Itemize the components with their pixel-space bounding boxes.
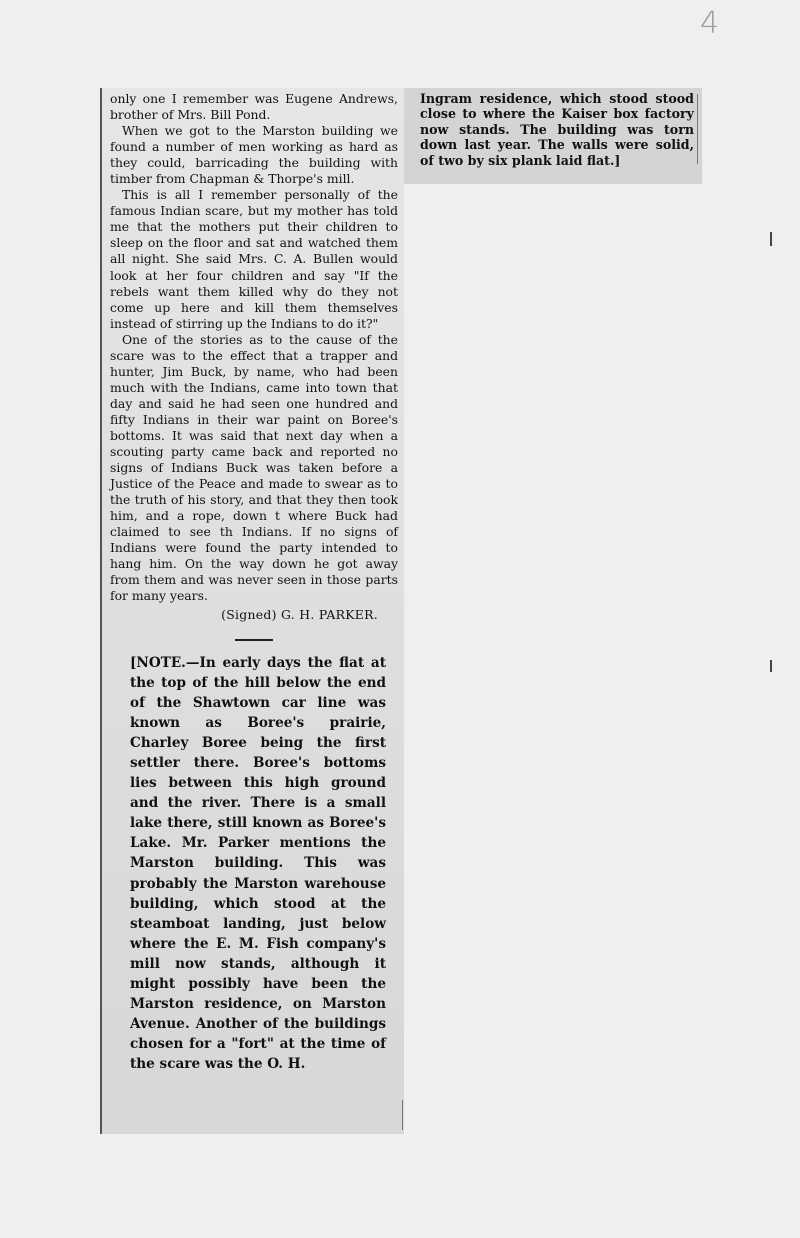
note-continuation: Ingram residence, which stood stood close to where the Kaiser box factory now stands. The building was torn down last year. The walls were solid, of two by six plank laid flat.] — [420, 91, 694, 168]
clipping-left-column — [100, 88, 404, 1134]
clipping-right-column — [404, 88, 702, 184]
article-body — [110, 91, 398, 1075]
scan-mark — [402, 1100, 403, 1130]
editor-note: [NOTE.—In early days the flat at the top of the hill below the end of the Shawtown car line was known as Boree's prairie, Charley Boree being the first settler there. Boree's bottoms lies between this high ground and the river. There is a small lake there, still known as Boree's Lake. Mr. Parker mentions the Marston building. This was probably the Marston warehouse building, which stood at the steamboat landing, just below where the E. M. Fish company's mill now stands, although it might possibly have been the Marston residence, on Marston Avenue. Another of the buildings chosen for a "fort" at the time of the scare was the O. H. — [130, 654, 386, 1073]
scan-mark — [770, 660, 772, 672]
paragraph: When we got to the Marston building we found a number of men working as hard as they could, barricading the building with timber from Chapman & Thorpe's mill. — [110, 123, 398, 187]
paragraph: One of the stories as to the cause of the scare was to the effect that a trapper and hunter, Jim Buck, by name, who had been much with the Indians, came into town that day and said he had seen one hundred and fifty Indians in their war paint on Boree's bottoms. It was said that next day when a scouting party came back and reported no signs of Indians Buck was taken before a Justice of the Peace and made to swear as to the truth of his story, and that they then took him, and a rope, down t where Buck had claimed to see th Indians. If no signs of Indians were found the party intended to hang him. On the way down he got away from them and was never seen in those parts for many years. — [110, 331, 398, 604]
divider — [235, 639, 273, 641]
scan-mark — [697, 94, 698, 164]
paragraph: This is all I remember personally of the famous Indian scare, but my mother has told me that the mothers put their children to sleep on the floor and sat and watched them all night. She said Mrs. C. A. Bullen would look at her four children and say "If the rebels want them killed why do they not come up here and kill them themselves instead of stirring up the Indians to do it?" — [110, 187, 398, 331]
scan-mark — [770, 232, 772, 246]
paragraph: only one I remember was Eugene Andrews, brother of Mrs. Bill Pond. — [110, 91, 398, 123]
page-number: 4 — [700, 6, 720, 41]
signature: (Signed) G. H. PARKER. — [221, 606, 378, 622]
